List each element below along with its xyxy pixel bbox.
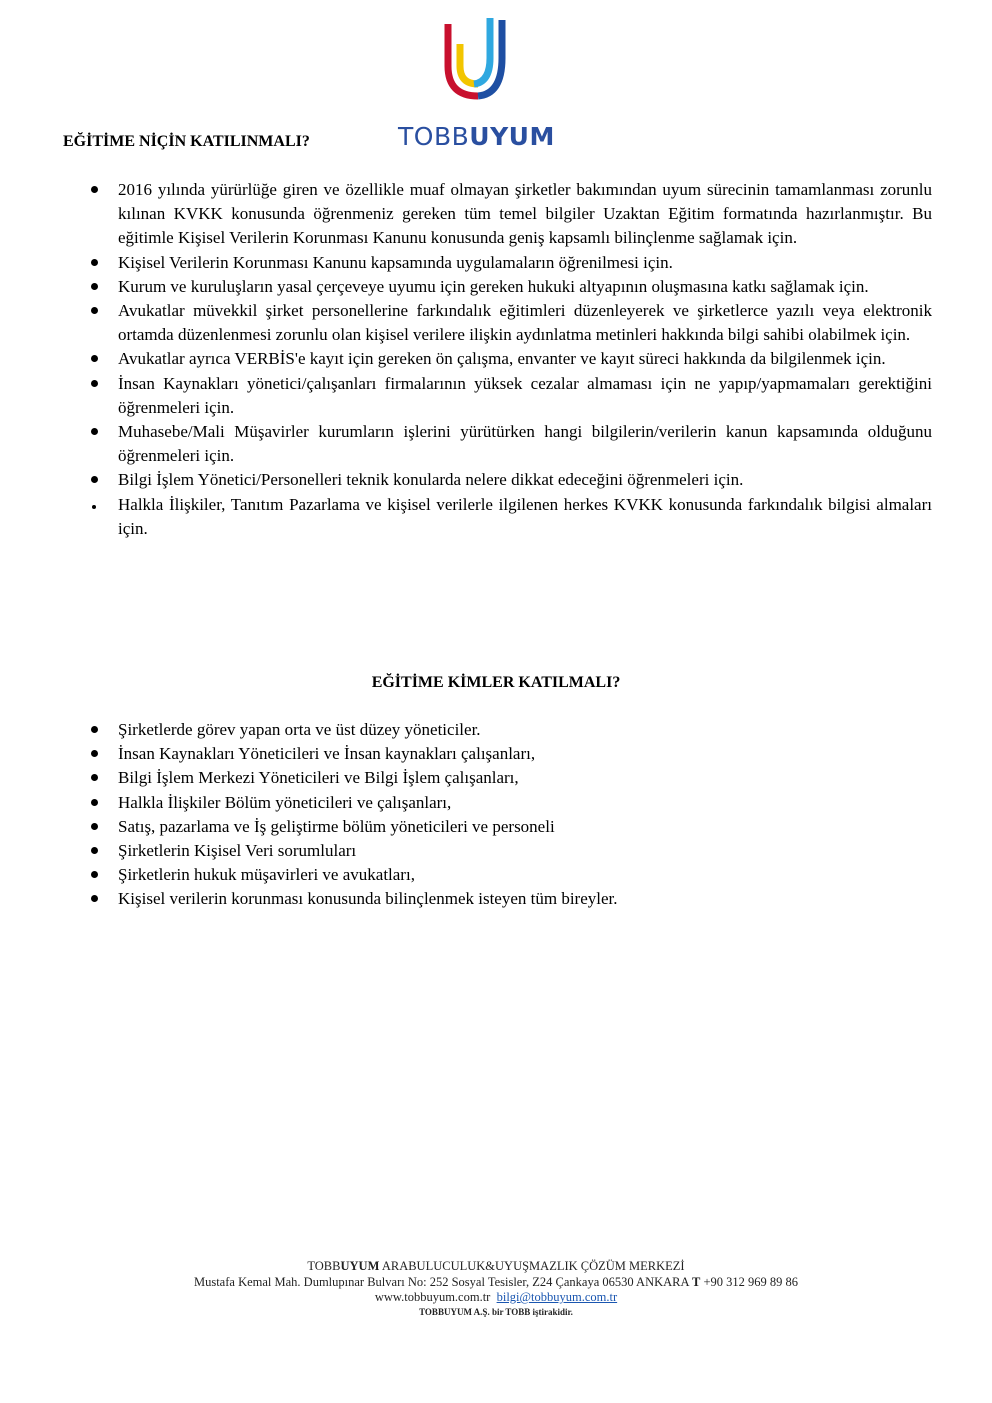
list-item: Avukatlar ayrıca VERBİS'e kayıt için gereken ön çalışma, envanter ve kayıt süreci hakkında da bilgilenmek için. bbox=[118, 347, 932, 371]
list-item: Kişisel verilerin korunması konusunda bilinçlenmek isteyen tüm bireyler. bbox=[118, 887, 932, 911]
list-item: Halkla İlişkiler Bölüm yöneticileri ve çalışanları, bbox=[118, 791, 932, 815]
list-item: Avukatlar müvekkil şirket personellerine farkındalık eğitimleri düzenleyerek ve şirketlerce yazılı veya elektronik ortamda düzenlenmesi zorunlu olan kişisel verilere ilişkin aydınlatma metinleri hakkında bilgi sahibi olabilmek için. bbox=[118, 299, 932, 347]
why-attend-list bbox=[118, 178, 932, 541]
footer-address: Mustafa Kemal Mah. Dumlupınar Bulvarı No: 252 Sosyal Tesisler, Z24 Çankaya 06530 ANKARA bbox=[193, 1274, 692, 1289]
footer-org-bold: UYUM bbox=[340, 1259, 380, 1273]
who-should-attend-list bbox=[118, 718, 932, 912]
list-item: Kişisel Verilerin Korunması Kanunu kapsamında uygulamaların öğrenilmesi için. bbox=[118, 251, 932, 275]
footer-website-link[interactable]: www.tobbuyum.com.tr bbox=[374, 1290, 491, 1304]
list-item: Şirketlerin hukuk müşavirleri ve avukatları, bbox=[118, 863, 932, 887]
list-item: Bilgi İşlem Merkezi Yöneticileri ve Bilgi İşlem çalışanları, bbox=[118, 766, 932, 790]
tobbuyum-logo bbox=[396, 14, 556, 151]
section-who-title: EĞİTİME KİMLER KATILMALI? bbox=[371, 674, 621, 691]
tobbuyum-logo-mark-icon bbox=[438, 14, 510, 106]
footer-org-rest: ARABULUCULUK&UYUŞMAZLIK ÇÖZÜM MERKEZİ bbox=[379, 1259, 685, 1273]
footer-address-line bbox=[0, 1275, 992, 1291]
list-item: Şirketlerde görev yapan orta ve üst düzey yöneticiler. bbox=[118, 718, 932, 742]
footer-contact-line bbox=[0, 1290, 992, 1306]
logo-wordmark bbox=[398, 124, 555, 149]
list-item: 2016 yılında yürürlüğe giren ve özellikle muaf olmayan şirketler bakımından uyum sürecinin tamamlanması zorunlu kılınan KVKK konusunda öğrenmeniz gereken tüm temel bilgiler Uzaktan Eğitim formatında hazırlanmıştır. Bu eğitimle Kişisel Verilerin Korunması Kanunu konusunda geniş kapsamlı bilinçlenme sağlamak için. bbox=[118, 178, 932, 251]
list-item: Satış, pazarlama ve İş geliştirme bölüm yöneticileri ve personeli bbox=[118, 815, 932, 839]
footer-phone: +90 312 969 89 86 bbox=[700, 1274, 799, 1289]
logo-text-light: TOBB bbox=[398, 122, 470, 151]
page-footer bbox=[0, 1259, 992, 1318]
list-item: İnsan Kaynakları Yöneticileri ve İnsan kaynakları çalışanları, bbox=[118, 742, 932, 766]
list-item: Bilgi İşlem Yönetici/Personelleri teknik konularda nelere dikkat edeceğini öğrenmeleri için. bbox=[118, 468, 932, 492]
section-why-title: EĞİTİME NİÇİN KATILINMALI? bbox=[63, 133, 310, 150]
list-item: Şirketlerin Kişisel Veri sorumluları bbox=[118, 839, 932, 863]
logo-text-bold: UYUM bbox=[469, 122, 555, 151]
list-item: Muhasebe/Mali Müşavirler kurumların işlerini yürütürken hangi bilgilerin/verilerin kanun kapsamında olduğunu öğrenmeleri için. bbox=[118, 420, 932, 468]
list-item: Halkla İlişkiler, Tanıtım Pazarlama ve kişisel verilerle ilgilenen herkes KVKK konusunda farkındalık bilgisi almaları için. bbox=[118, 493, 932, 541]
list-item: İnsan Kaynakları yönetici/çalışanları firmalarının yüksek cezalar almaması için ne yapıp/yapmamaları gerektiğini öğrenmeleri için. bbox=[118, 372, 932, 420]
footer-email-link[interactable]: bilgi@tobbuyum.com.tr bbox=[496, 1290, 618, 1304]
footer-org-prefix: TOBB bbox=[307, 1259, 341, 1273]
footer-phone-label: T bbox=[691, 1274, 701, 1289]
footer-note: TOBBUYUM A.Ş. bir TOBB iştirakidir. bbox=[419, 1306, 573, 1317]
footer-organization bbox=[0, 1259, 992, 1275]
list-item: Kurum ve kuruluşların yasal çerçeveye uyumu için gereken hukuki altyapının oluşmasına katkı sağlamak için. bbox=[118, 275, 932, 299]
